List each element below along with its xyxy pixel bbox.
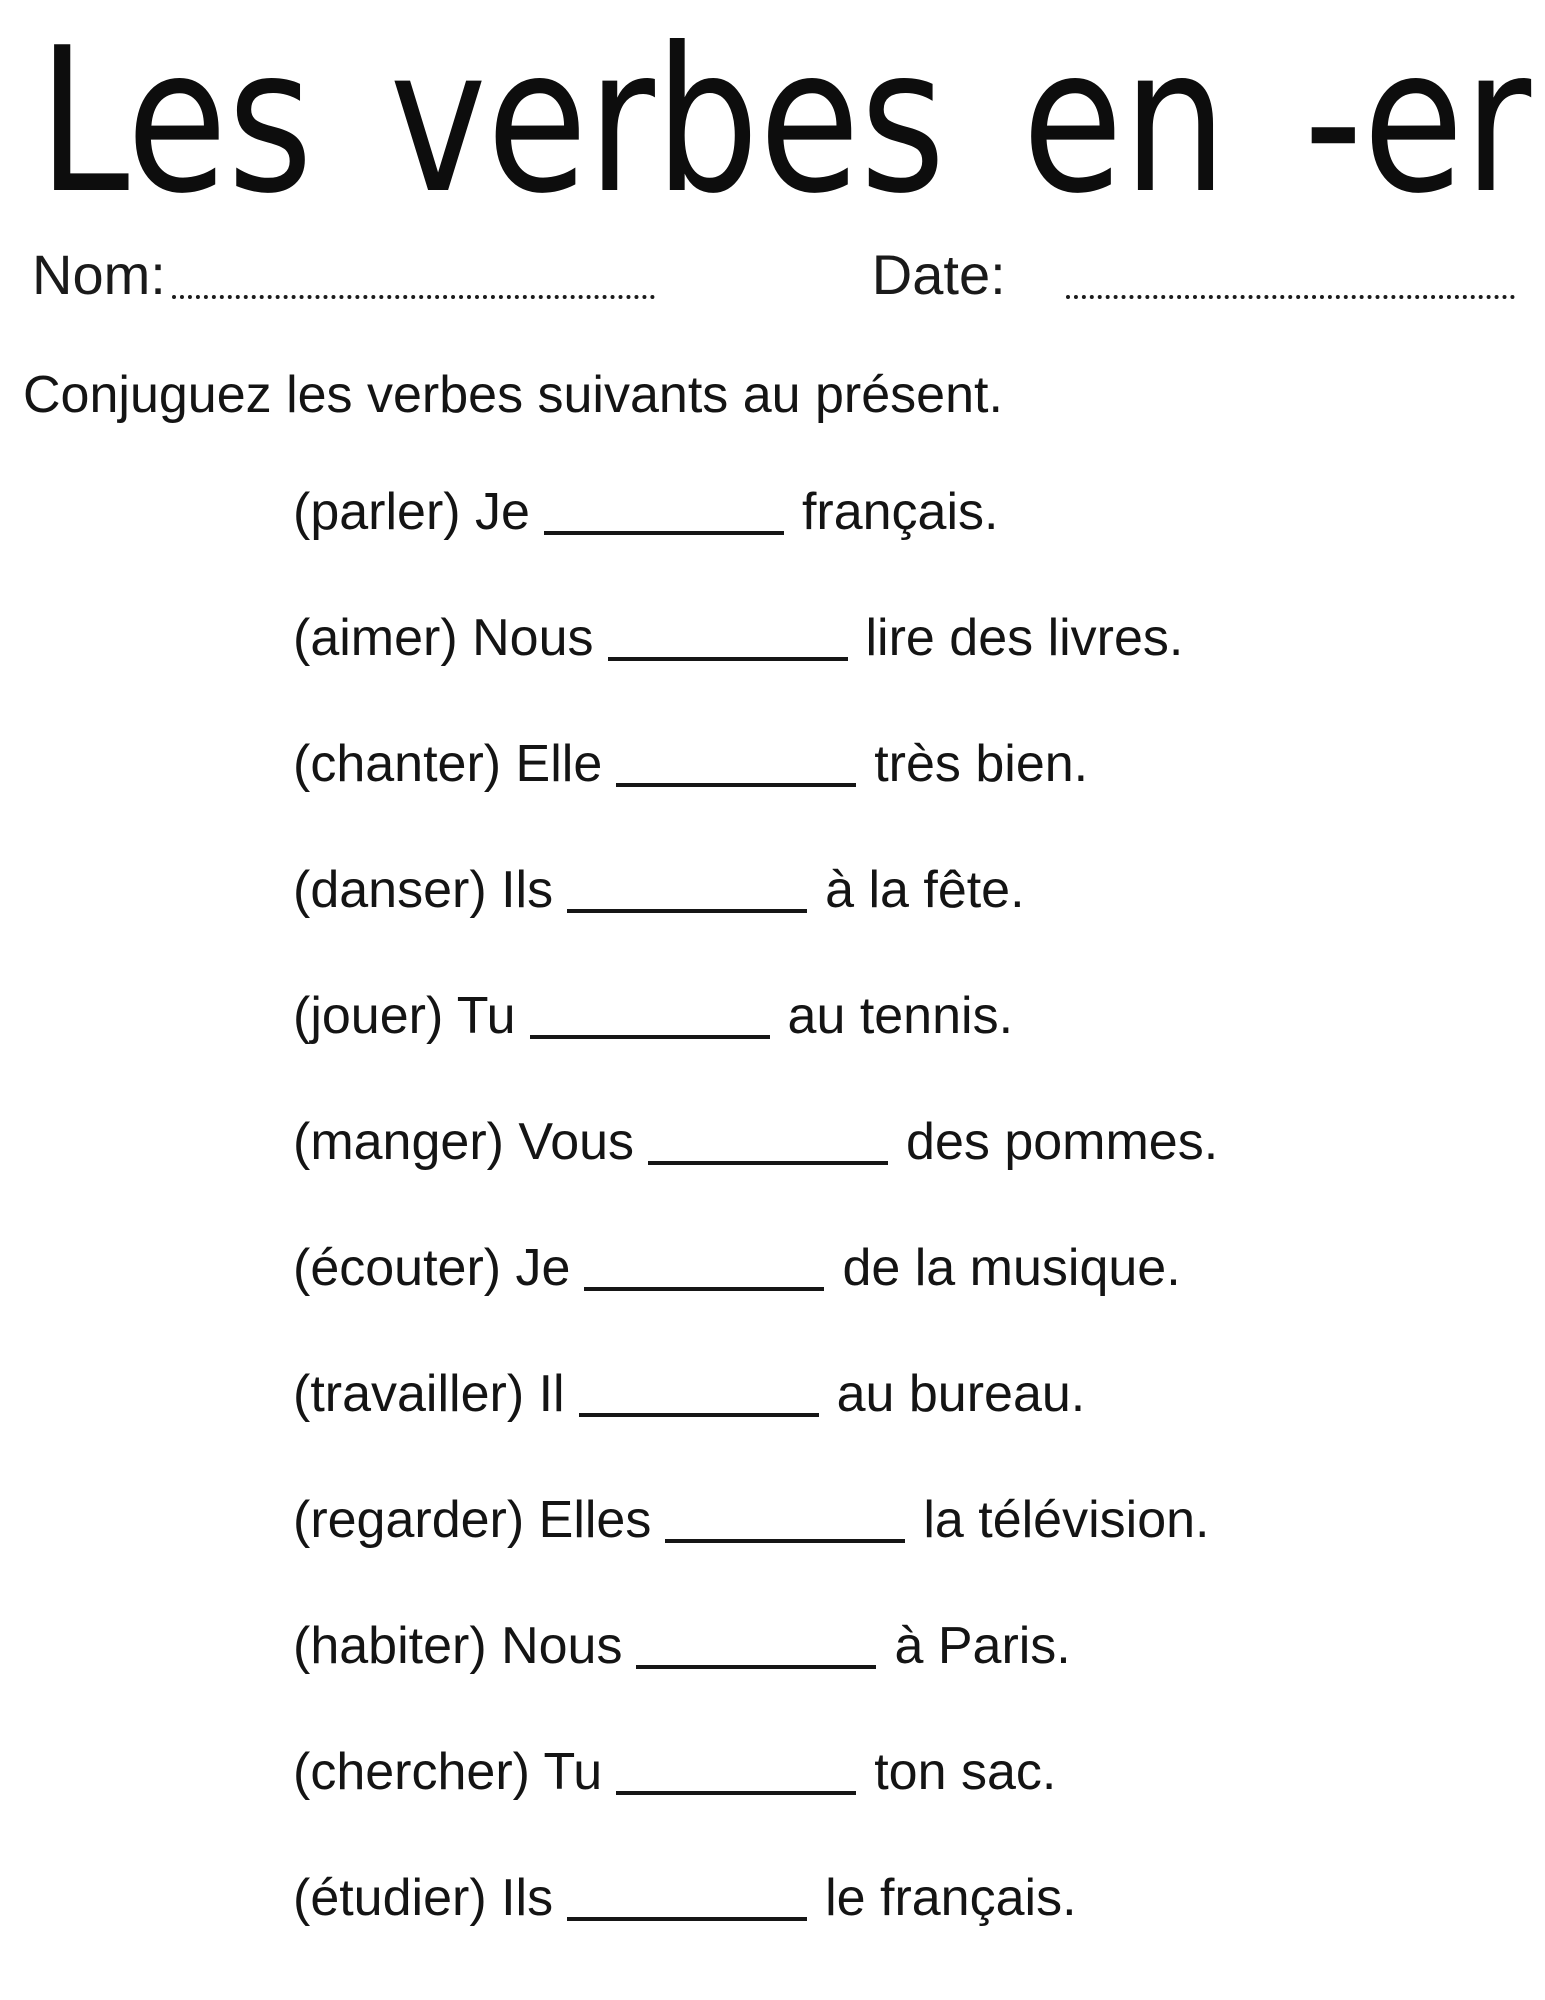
- exercise-row: [293, 1079, 1218, 1205]
- exercise-before: (aimer) Nous: [293, 609, 594, 667]
- answer-blank[interactable]: [648, 1161, 888, 1165]
- name-fill-line[interactable]: [172, 289, 655, 299]
- exercise-after: des pommes.: [906, 1113, 1219, 1171]
- answer-blank[interactable]: [665, 1539, 905, 1543]
- exercise-before: (écouter) Je: [293, 1239, 571, 1297]
- answer-blank[interactable]: [579, 1413, 819, 1417]
- answer-blank[interactable]: [608, 657, 848, 661]
- exercise-after: la télévision.: [923, 1491, 1210, 1549]
- exercise-row: [293, 1835, 1218, 1961]
- exercise-after: à la fête.: [825, 861, 1025, 919]
- answer-blank[interactable]: [530, 1035, 770, 1039]
- exercise-row: [293, 1709, 1218, 1835]
- exercise-after: très bien.: [874, 735, 1089, 793]
- exercise-after: le français.: [825, 1869, 1077, 1927]
- exercise-row: [293, 1583, 1218, 1709]
- exercise-before: (parler) Je: [293, 483, 530, 541]
- page-title: Les verbes en -er: [38, 5, 1532, 238]
- date-label: Date:: [871, 243, 1006, 306]
- exercise-after: ton sac.: [874, 1743, 1057, 1801]
- exercise-row: [293, 1205, 1218, 1331]
- exercise-row: [293, 701, 1218, 827]
- exercise-after: de la musique.: [842, 1239, 1181, 1297]
- exercise-row: [293, 1457, 1218, 1583]
- exercise-before: (étudier) Ils: [293, 1869, 554, 1927]
- answer-blank[interactable]: [584, 1287, 824, 1291]
- name-label: Nom:: [32, 243, 166, 306]
- exercise-before: (habiter) Nous: [293, 1617, 623, 1675]
- exercise-after: au tennis.: [787, 987, 1014, 1045]
- exercise-before: (chanter) Elle: [293, 735, 603, 793]
- exercise-before: (danser) Ils: [293, 861, 554, 919]
- name-date-row: [32, 243, 1515, 307]
- answer-blank[interactable]: [636, 1665, 876, 1669]
- exercise-after: au bureau.: [836, 1365, 1086, 1423]
- exercise-row: [293, 953, 1218, 1079]
- answer-blank[interactable]: [544, 531, 784, 535]
- exercise-after: à Paris.: [894, 1617, 1071, 1675]
- exercise-list: [293, 449, 1218, 1961]
- answer-blank[interactable]: [567, 909, 807, 913]
- exercise-after: français.: [801, 483, 999, 541]
- date-fill-line[interactable]: [1066, 289, 1515, 299]
- exercise-row: [293, 827, 1218, 953]
- exercise-row: [293, 1331, 1218, 1457]
- answer-blank[interactable]: [616, 783, 856, 787]
- exercise-before: (chercher) Tu: [293, 1743, 603, 1801]
- instruction-text: Conjuguez les verbes suivants au présent.: [23, 366, 1003, 424]
- answer-blank[interactable]: [616, 1791, 856, 1795]
- exercise-row: [293, 575, 1218, 701]
- exercise-row: [293, 449, 1218, 575]
- exercise-before: (regarder) Elles: [293, 1491, 652, 1549]
- answer-blank[interactable]: [567, 1917, 807, 1921]
- exercise-before: (travailler) Il: [293, 1365, 565, 1423]
- exercise-before: (manger) Vous: [293, 1113, 635, 1171]
- exercise-after: lire des livres.: [865, 609, 1184, 667]
- exercise-before: (jouer) Tu: [293, 987, 516, 1045]
